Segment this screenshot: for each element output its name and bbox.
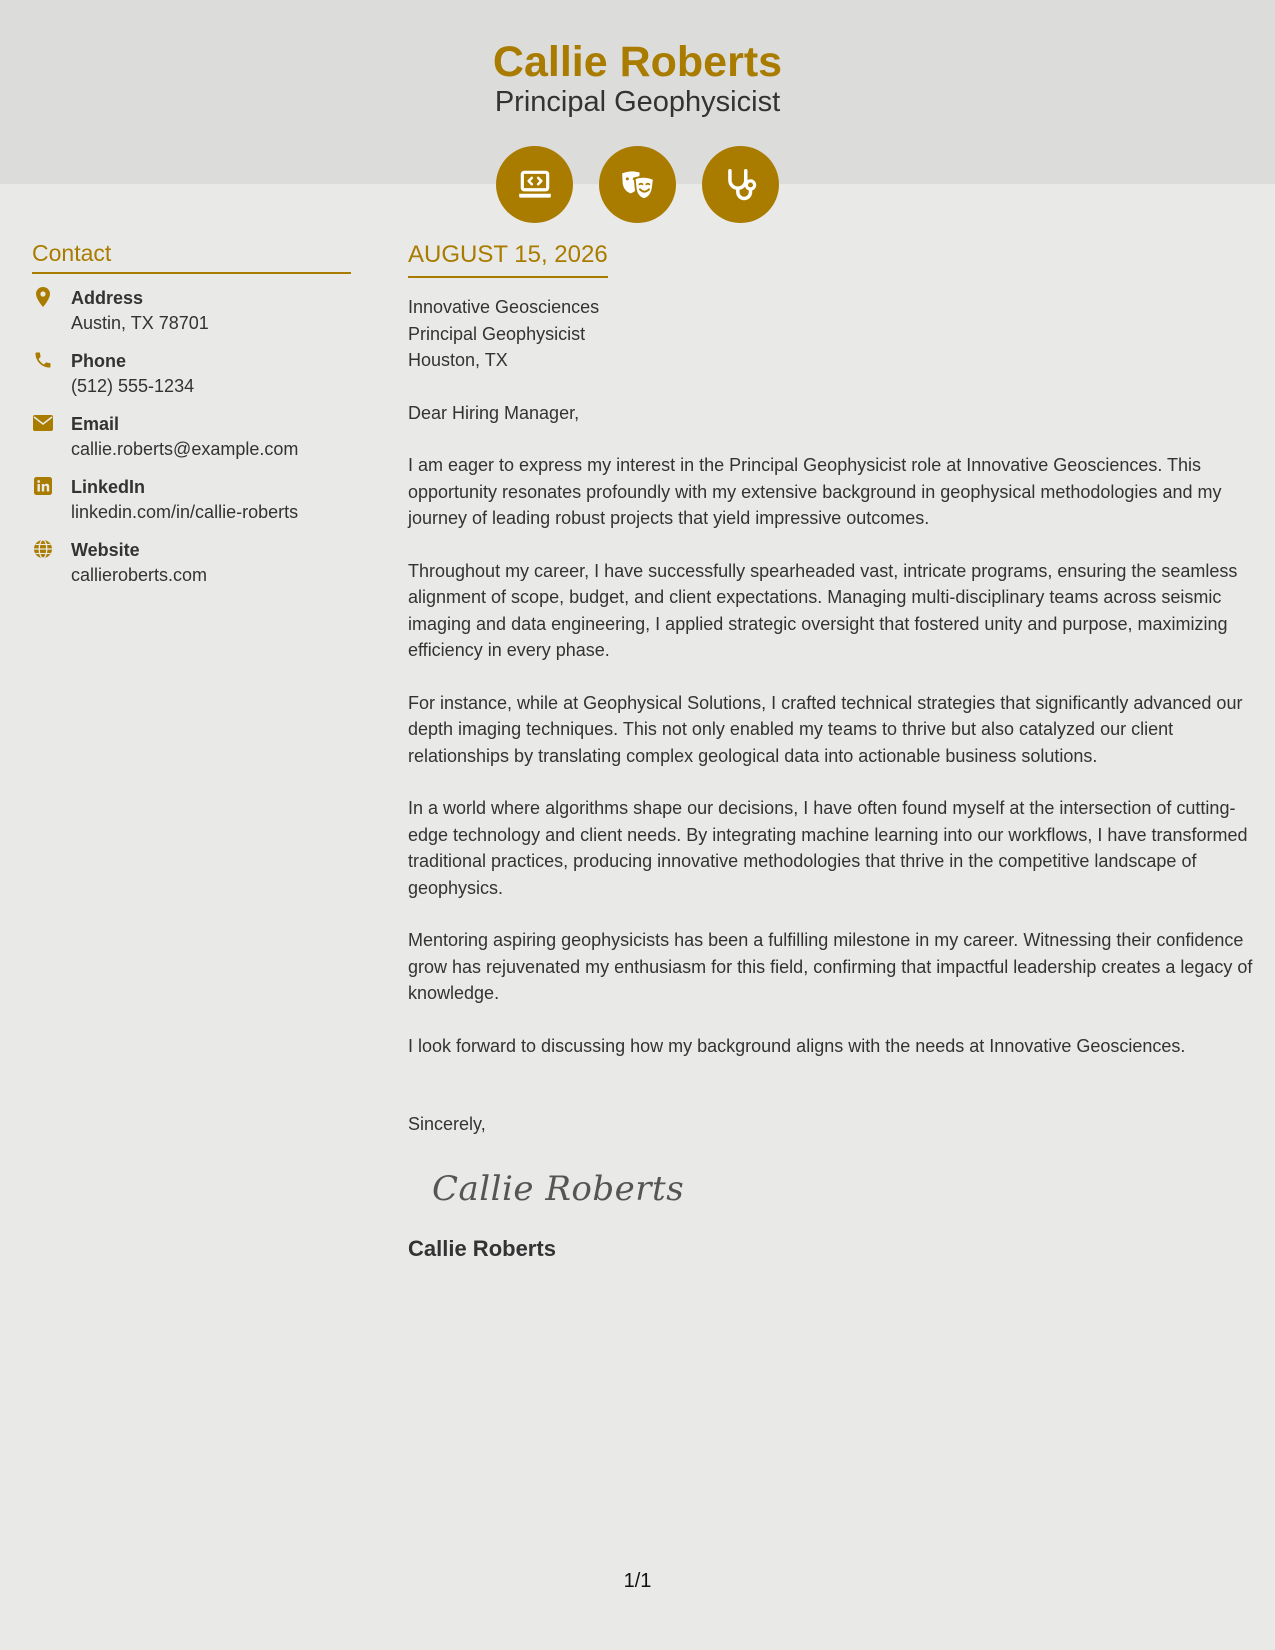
contact-sidebar	[32, 236, 351, 601]
linkedin-icon	[32, 475, 54, 497]
paragraph: In a world where algorithms shape our decisions, I have often found myself at the intersection of cutting-edge technology and client needs. By integrating machine learning into our workflows, I have transformed traditional practices, producing innovative methodologies that thrive in the competitive landscape of geophysics.	[408, 798, 1248, 898]
contact-address	[32, 286, 351, 349]
envelope-icon	[32, 412, 54, 434]
letter-date: AUGUST 15, 2026	[408, 238, 608, 278]
paragraph: For instance, while at Geophysical Solutions, I crafted technical strategies that significantly advanced our depth imaging techniques. This not only enabled my teams to thrive but also catalyzed our client relationships by translating complex geological data into actionable business solutions.	[408, 692, 1243, 766]
handwritten-signature: Callie Roberts	[432, 1168, 685, 1209]
recipient-block	[408, 294, 1253, 374]
contact-label: Address	[71, 288, 144, 308]
recipient-location: Houston, TX	[408, 350, 508, 370]
contact-phone	[32, 349, 351, 412]
candidate-name: Callie Roberts	[492, 38, 783, 86]
paragraph: Mentoring aspiring geophysicists has been a fulfilling milestone in my career. Witnessing their confidence grow has rejuvenated my enthusiasm for this field, confirming that impactful leadership creates a legacy of knowledge.	[408, 930, 1253, 1003]
paragraph: I look forward to discussing how my background aligns with the needs at Innovative Geosciences.	[408, 1035, 1186, 1056]
paragraph: Throughout my career, I have successfully spearheaded vast, intricate programs, ensuring the seamless alignment of scope, budget, and client expectations. Managing multi-disciplinary teams across seismic imaging and data engineering, I applied strategic oversight that fostered unity and purpose, maximizing efficiency in every phase.	[408, 560, 1238, 660]
contact-website	[32, 538, 351, 601]
contact-list	[32, 286, 351, 601]
letter-body	[408, 238, 1253, 1264]
contact-value[interactable]: callie.roberts@example.com	[71, 439, 299, 459]
candidate-title: Principal Geophysicist	[494, 86, 781, 118]
contact-label: Website	[71, 540, 140, 560]
paragraph: I am eager to express my interest in the Principal Geophysicist role at Innovative Geosciences. This opportunity resonates profoundly with my extensive background in geophysical methodologies and my journey of leading robust projects that yield impressive outcomes.	[408, 455, 1222, 528]
phone-icon	[32, 349, 54, 371]
signer-name: Callie Roberts	[408, 1235, 556, 1261]
contact-value: Austin, TX 78701	[71, 313, 209, 333]
recipient-position: Principal Geophysicist	[408, 323, 586, 344]
page-number: 1/1	[623, 1570, 652, 1592]
header-icons	[496, 146, 780, 224]
contact-label: LinkedIn	[71, 477, 146, 497]
stethoscope-icon	[702, 146, 779, 223]
contact-label: Email	[71, 414, 120, 434]
theater-masks-icon	[599, 146, 676, 223]
recipient-company: Innovative Geosciences	[408, 297, 600, 317]
map-pin-icon	[32, 286, 54, 308]
contact-heading: Contact	[32, 236, 351, 274]
contact-email	[32, 412, 351, 475]
closing: Sincerely,	[408, 1114, 486, 1134]
contact-label: Phone	[71, 351, 127, 371]
contact-value[interactable]: linkedin.com/in/callie-roberts	[71, 502, 299, 522]
contact-value[interactable]: callieroberts.com	[71, 565, 208, 585]
contact-linkedin	[32, 475, 351, 538]
globe-icon	[32, 538, 54, 560]
greeting: Dear Hiring Manager,	[408, 402, 580, 423]
laptop-code-icon	[496, 146, 573, 223]
contact-value: (512) 555-1234	[71, 376, 195, 396]
